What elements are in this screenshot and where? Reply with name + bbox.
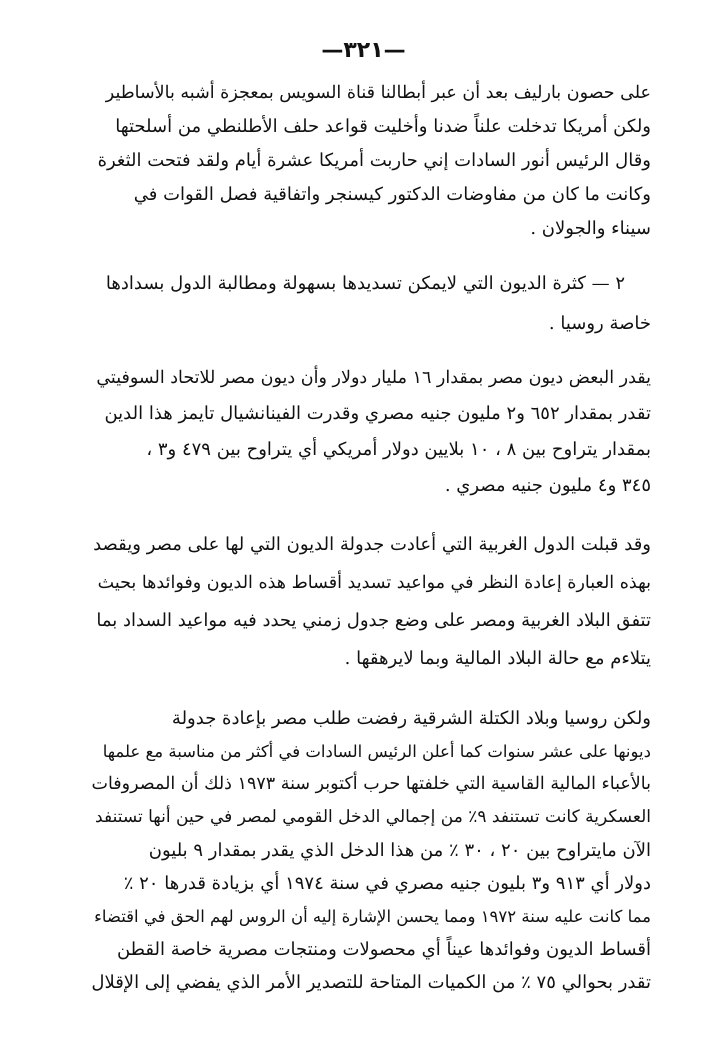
text-line: يتلاءم مع حالة البلاد المالية وبما لايرهقها . [344, 648, 651, 669]
paragraph-debt-estimates [91, 360, 651, 504]
paragraph-western-rescheduling [91, 526, 651, 678]
text-line: وكانت ما كان من مفاوضات الدكتور كيسنجر واتفاقية فصل القوات في [133, 184, 651, 205]
text-line: تقدر بحوالي ٧٥ ٪ من الكميات المتاحة للتصدير الأمر الذي يفضي إلى الإقلال [91, 972, 651, 993]
text-line: أقساط الديون وفوائدها عيناً أي محصولات ومنتجات مصرية خاصة القطن [116, 939, 651, 960]
text-line: وقال الرئيس أنور السادات إني حاربت أمريكا عشرة أيام ولقد فتحت الثغرة [97, 150, 651, 171]
text-line: ولكن أمريكا تدخلت علناً ضدنا وأخليت قواعد حلف الأطلنطي من أسلحتها [115, 116, 651, 137]
paragraph-bar-lev-crossing [91, 76, 651, 246]
text-line: ٣٤٥ و٤ مليون جنيه مصري . [444, 475, 651, 496]
text-line: سيناء والجولان . [530, 218, 651, 239]
text-line: الآن مايتراوح بين ٢٠ ، ٣٠ ٪ من هذا الدخل الذي يقدر بمقدار ٩ بليون [148, 840, 651, 861]
text-line: بمقدار يتراوح بين ٨ ، ١٠ بلايين دولار أمريكي أي يتراوح بين ٤٧٩ و٣ ، [146, 439, 651, 460]
paragraph-eastern-bloc-refusal [91, 702, 651, 999]
text-line: خاصة روسيا . [548, 313, 651, 334]
text-line: بهذه العبارة إعادة النظر في مواعيد تسديد أقساط هذه الديون وفوائدها بحيث [97, 573, 651, 593]
text-line: يقدر البعض ديون مصر بمقدار ١٦ مليار دولار وأن ديون مصر للاتحاد السوفيتي [96, 368, 651, 388]
text-line: ٢ — كثرة الديون التي لايمكن تسديدها بسهولة ومطالبة الدول بسدادها [105, 273, 625, 294]
text-line: دولار أي ٩١٣ و٣ بليون جنيه مصري في سنة ١٩٧٤ أي بزيادة قدرها ٢٠ ٪ [123, 873, 651, 894]
paragraph-debt-heading [91, 264, 651, 344]
text-line: تقدر بمقدار ٦٥٢ و٢ مليون جنيه مصري وقدرت الفينانشيال تايمز هذا الدين [104, 403, 651, 424]
text-line: ولكن روسيا وبلاد الكتلة الشرقية رفضت طلب مصر بإعادة جدولة [171, 708, 651, 729]
text-line: وقد قبلت الدول الغربية التي أعادت جدولة الديون التي لها على مصر ويقصد [93, 534, 651, 555]
text-line: على حصون بارليف بعد أن عبر أبطالنا قناة السويس بمعجزة أشبه بالأساطير [105, 83, 651, 103]
page-number: —٣٢١— [321, 38, 406, 63]
text-line: العسكرية كانت تستنفد ٩٪ من إجمالي الدخل القومي لمصر في حين أنها تستنفد [95, 807, 651, 827]
text-line: ديونها على عشر سنوات كما أعلن الرئيس السادات في أكثر من مناسبة مع علمها [102, 742, 651, 761]
text-line: تتفق البلاد الغربية ومصر على وضع جدول زمني يحدد فيه مواعيد السداد بما [96, 610, 651, 631]
text-line: بالأعباء المالية القاسية التي خلفتها حرب أكتوبر سنة ١٩٧٣ ذلك أن المصروفات [91, 774, 651, 794]
text-line: مما كانت عليه سنة ١٩٧٢ ومما يحسن الإشارة إليه أن الروس لهم الحق في اقتضاء [94, 907, 651, 926]
